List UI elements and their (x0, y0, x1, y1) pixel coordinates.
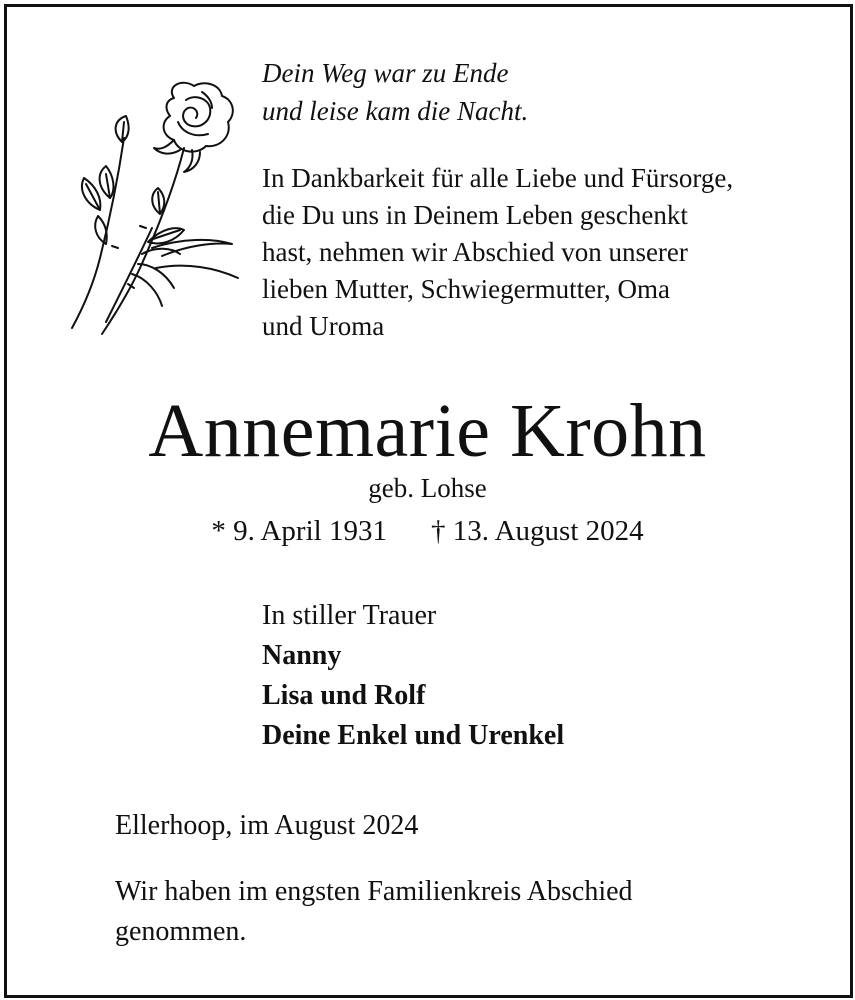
deceased-name: Annemarie Krohn (148, 389, 707, 473)
place-and-date: Ellerhoop, im August 2024 (115, 810, 419, 841)
intro-line-2: die Du uns in Deinem Leben geschenkt (262, 200, 688, 230)
mourners-block (262, 596, 564, 756)
motto-line-1: Dein Weg war zu Ende (262, 58, 509, 88)
mourner-name: Nanny (262, 640, 342, 671)
closing-line-1: Wir haben im engsten Familienkreis Abschied (115, 876, 633, 907)
closing-line-2: genommen. (115, 916, 247, 947)
death-date: † 13. August 2024 (430, 515, 644, 547)
intro-line-3: hast, nehmen wir Abschied von unserer (262, 237, 688, 267)
maiden-name: geb. Lohse (368, 473, 487, 503)
motto-line-2: und leise kam die Nacht. (262, 96, 529, 126)
birth-date: * 9. April 1931 (211, 515, 387, 547)
motto-verse (262, 54, 528, 130)
mourners-heading: In stiller Trauer (262, 600, 437, 631)
intro-line-4: lieben Mutter, Schwiegermutter, Oma (262, 274, 670, 304)
mourner-name: Deine Enkel und Urenkel (262, 720, 565, 751)
intro-text (262, 160, 733, 345)
mourner-name: Lisa und Rolf (262, 680, 426, 711)
life-dates (0, 511, 855, 551)
intro-line-5: und Uroma (262, 311, 385, 341)
intro-line-1: In Dankbarkeit für alle Liebe und Fürsorge, (262, 163, 734, 193)
closing-note (115, 872, 633, 952)
rose-drawing-icon (62, 78, 252, 340)
